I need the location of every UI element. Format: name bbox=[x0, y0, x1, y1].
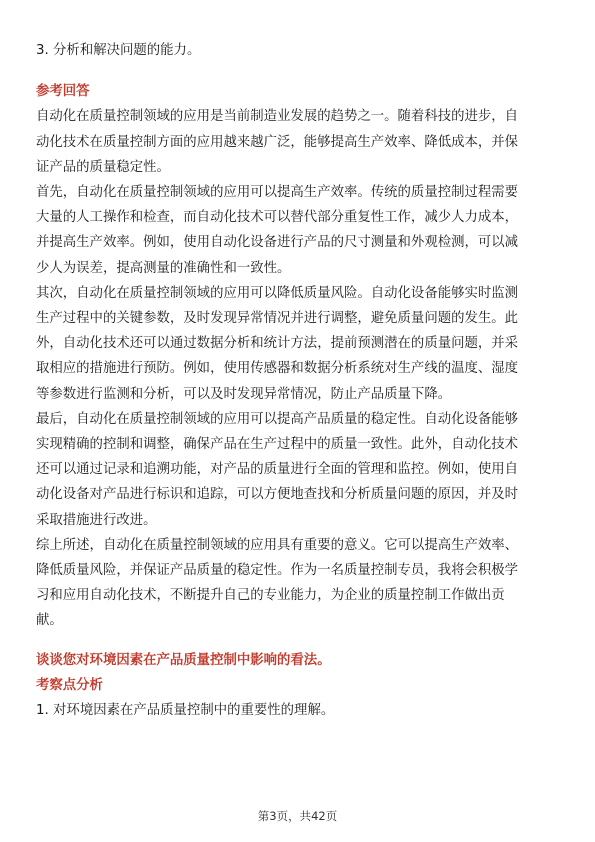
text-line: 大量的人工操作和检查，而自动化技术可以替代部分重复性工作，减少人力成本， bbox=[36, 210, 519, 226]
text-line: 并提高生产效率。例如，使用自动化设备进行产品的尺寸测量和外观检测，可以减 bbox=[36, 235, 519, 251]
text-line: 实现精确的控制和调整，确保产品在生产过程中的质量一致性。此外，自动化技术 bbox=[36, 437, 519, 453]
answer-paragraph bbox=[36, 180, 558, 281]
text-line: 还可以通过记录和追溯功能，对产品的质量进行全面的管理和监控。例如，使用自 bbox=[36, 462, 519, 478]
question-title: 谈谈您对环境因素在产品质量控制中影响的看法。 bbox=[36, 652, 331, 668]
text-line: 降低质量风险，并保证产品质量的稳定性。作为一名质量控制专员，我将会积极学 bbox=[36, 563, 519, 579]
text-line: 综上所述，自动化在质量控制领域的应用具有重要的意义。它可以提高生产效率、 bbox=[36, 537, 519, 553]
answer-body bbox=[36, 104, 558, 633]
answer-paragraph bbox=[36, 104, 558, 180]
text-line: 少人为误差，提高测量的准确性和一致性。 bbox=[36, 260, 291, 276]
text-line: 首先，自动化在质量控制领域的应用可以提高生产效率。传统的质量控制过程需要 bbox=[36, 185, 519, 201]
answer-heading: 参考回答 bbox=[36, 84, 90, 100]
answer-paragraph bbox=[36, 281, 558, 407]
text-line: 最后，自动化在质量控制领域的应用可以提高产品质量的稳定性。自动化设备能够 bbox=[36, 411, 519, 427]
page-number: 第3页，共42页 bbox=[257, 809, 338, 823]
answer-paragraph bbox=[36, 407, 558, 533]
text-line: 生产过程中的关键参数，及时发现异常情况并进行调整，避免质量问题的发生。此 bbox=[36, 311, 519, 327]
text-line: 外，自动化技术还可以通过数据分析和统计方法，提前预测潜在的质量问题，并采 bbox=[36, 336, 519, 352]
text-line: 献。 bbox=[36, 613, 63, 629]
text-line: 动化设备对产品进行标识和追踪，可以方便地查找和分析质量问题的原因，并及时 bbox=[36, 487, 519, 503]
text-line: 动化技术在质量控制方面的应用越来越广泛，能够提高生产效率、降低成本，并保 bbox=[36, 134, 519, 150]
answer-paragraph bbox=[36, 533, 558, 634]
text-line: 自动化在质量控制领域的应用是当前制造业发展的趋势之一。随着科技的进步，自 bbox=[36, 109, 519, 125]
text-line: 其次，自动化在质量控制领域的应用可以降低质量风险。自动化设备能够实时监测 bbox=[36, 285, 519, 301]
text-line: 习和应用自动化技术，不断提升自己的专业能力，为企业的质量控制工作做出贡 bbox=[36, 588, 505, 604]
text-line: 取相应的措施进行预防。例如，使用传感器和数据分析系统对生产线的温度、湿度 bbox=[36, 361, 519, 377]
text-line: 等参数进行监测和分析，可以及时发现异常情况，防止产品质量下降。 bbox=[36, 386, 452, 402]
analysis-point-3: 3. 分析和解决问题的能力。 bbox=[36, 43, 201, 58]
text-line: 证产品的质量稳定性。 bbox=[36, 159, 170, 175]
analysis-point-1: 1. 对环境因素在产品质量控制中的重要性的理解。 bbox=[36, 703, 335, 719]
text-line: 采取措施进行改进。 bbox=[36, 512, 157, 528]
page-content bbox=[36, 38, 558, 723]
analysis-heading: 考察点分析 bbox=[36, 677, 103, 693]
